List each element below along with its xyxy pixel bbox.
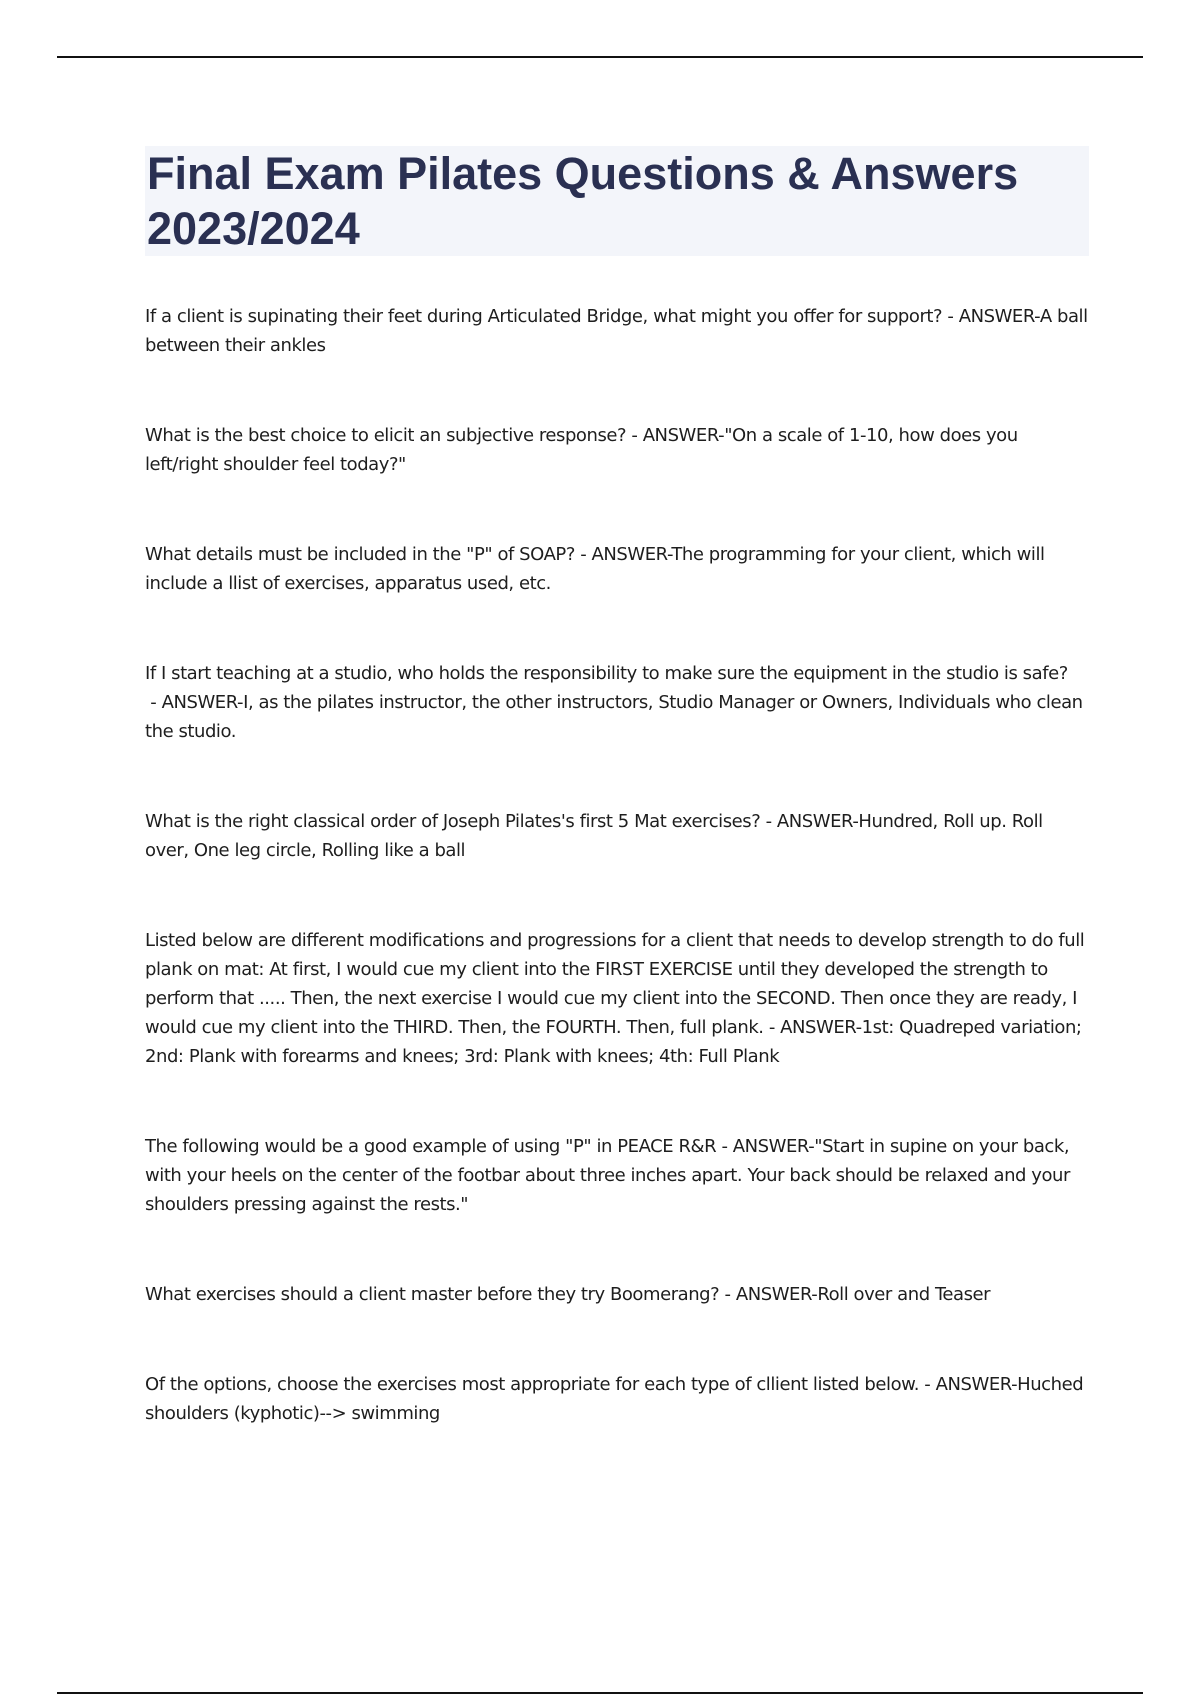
answer-separator: - ANSWER-: [919, 1374, 1018, 1395]
answer-separator: - ANSWER-: [719, 1284, 818, 1305]
answer-text: I, as the pilates instructor, the other instructors, Studio Manager or Owners, Individuals who clean the studio.: [145, 692, 1083, 742]
question-text: Of the options, choose the exercises most appropriate for each type of cllient listed below.: [145, 1374, 920, 1395]
qa-list: [145, 302, 1090, 1489]
answer-separator: - ANSWER-: [145, 692, 244, 713]
answer-text: Roll over and Teaser: [817, 1284, 991, 1305]
answer-text: The programming for your client, which will include a llist of exercises, apparatus used, etc.: [145, 544, 1045, 594]
question-text: What exercises should a client master before they try Boomerang?: [145, 1284, 720, 1305]
question-text: Listed below are different modifications and progressions for a client that needs to develop strength to do full plank on mat: At first, I would cue my client into the FIRST EXERCISE until they developed the strength to perform that ..... Then, the next exercise I would cue my client into the SECOND. Then once they are ready, I would cue my client into the THIRD. Then, the FOURTH. Then, full plank.: [145, 930, 1085, 1038]
document-title: Final Exam Pilates Questions & Answers 2023/2024: [147, 148, 1019, 254]
qa-item: [145, 540, 1090, 598]
answer-text: "Start in supine on your back, with your heels on the center of the footbar about three inches apart. Your back should be relaxed and your shoulders pressing against the rests.": [145, 1136, 1070, 1215]
qa-item: [145, 1132, 1090, 1219]
question-text: The following would be a good example of using "P" in PEACE R&R: [145, 1136, 717, 1157]
qa-item: [145, 302, 1090, 360]
answer-separator: - ANSWER-: [626, 425, 725, 446]
answer-text: 1st: Quadreped variation; 2nd: Plank with forearms and knees; 3rd: Plank with knees; 4th: Full Plank: [145, 1017, 1082, 1067]
answer-separator: - ANSWER-: [760, 811, 859, 832]
answer-separator: - ANSWER-: [716, 1136, 815, 1157]
answer-separator: - ANSWER-: [574, 544, 672, 565]
question-text: What is the right classical order of Joseph Pilates's first 5 Mat exercises?: [145, 811, 761, 832]
qa-item: [145, 1370, 1090, 1428]
bottom-rule: [57, 1692, 1143, 1694]
question-text: If a client is supinating their feet during Articulated Bridge, what might you offer for support?: [145, 306, 943, 327]
question-text: If I start teaching at a studio, who holds the responsibility to make sure the equipment in the studio is safe?: [145, 663, 1068, 684]
qa-item: [145, 926, 1090, 1071]
top-rule: [57, 56, 1143, 58]
qa-item: [145, 421, 1090, 479]
title-banner: [145, 146, 1089, 256]
qa-item: [145, 807, 1090, 865]
question-text: What details must be included in the "P" of SOAP?: [145, 544, 575, 565]
qa-item: [145, 1280, 1090, 1309]
answer-text: "On a scale of 1-10, how does you left/right shoulder feel today?": [145, 425, 1018, 475]
answer-text: Hundred, Roll up. Roll over, One leg circle, Rolling like a ball: [145, 811, 1043, 861]
answer-text: Huched shoulders (kyphotic)--> swimming: [145, 1374, 1084, 1424]
answer-text: A ball between their ankles: [145, 306, 1088, 356]
question-text: What is the best choice to elicit an subjective response?: [145, 425, 627, 446]
qa-item: [145, 659, 1090, 746]
answer-separator: - ANSWER-: [942, 306, 1040, 327]
answer-separator: - ANSWER-: [763, 1017, 862, 1038]
